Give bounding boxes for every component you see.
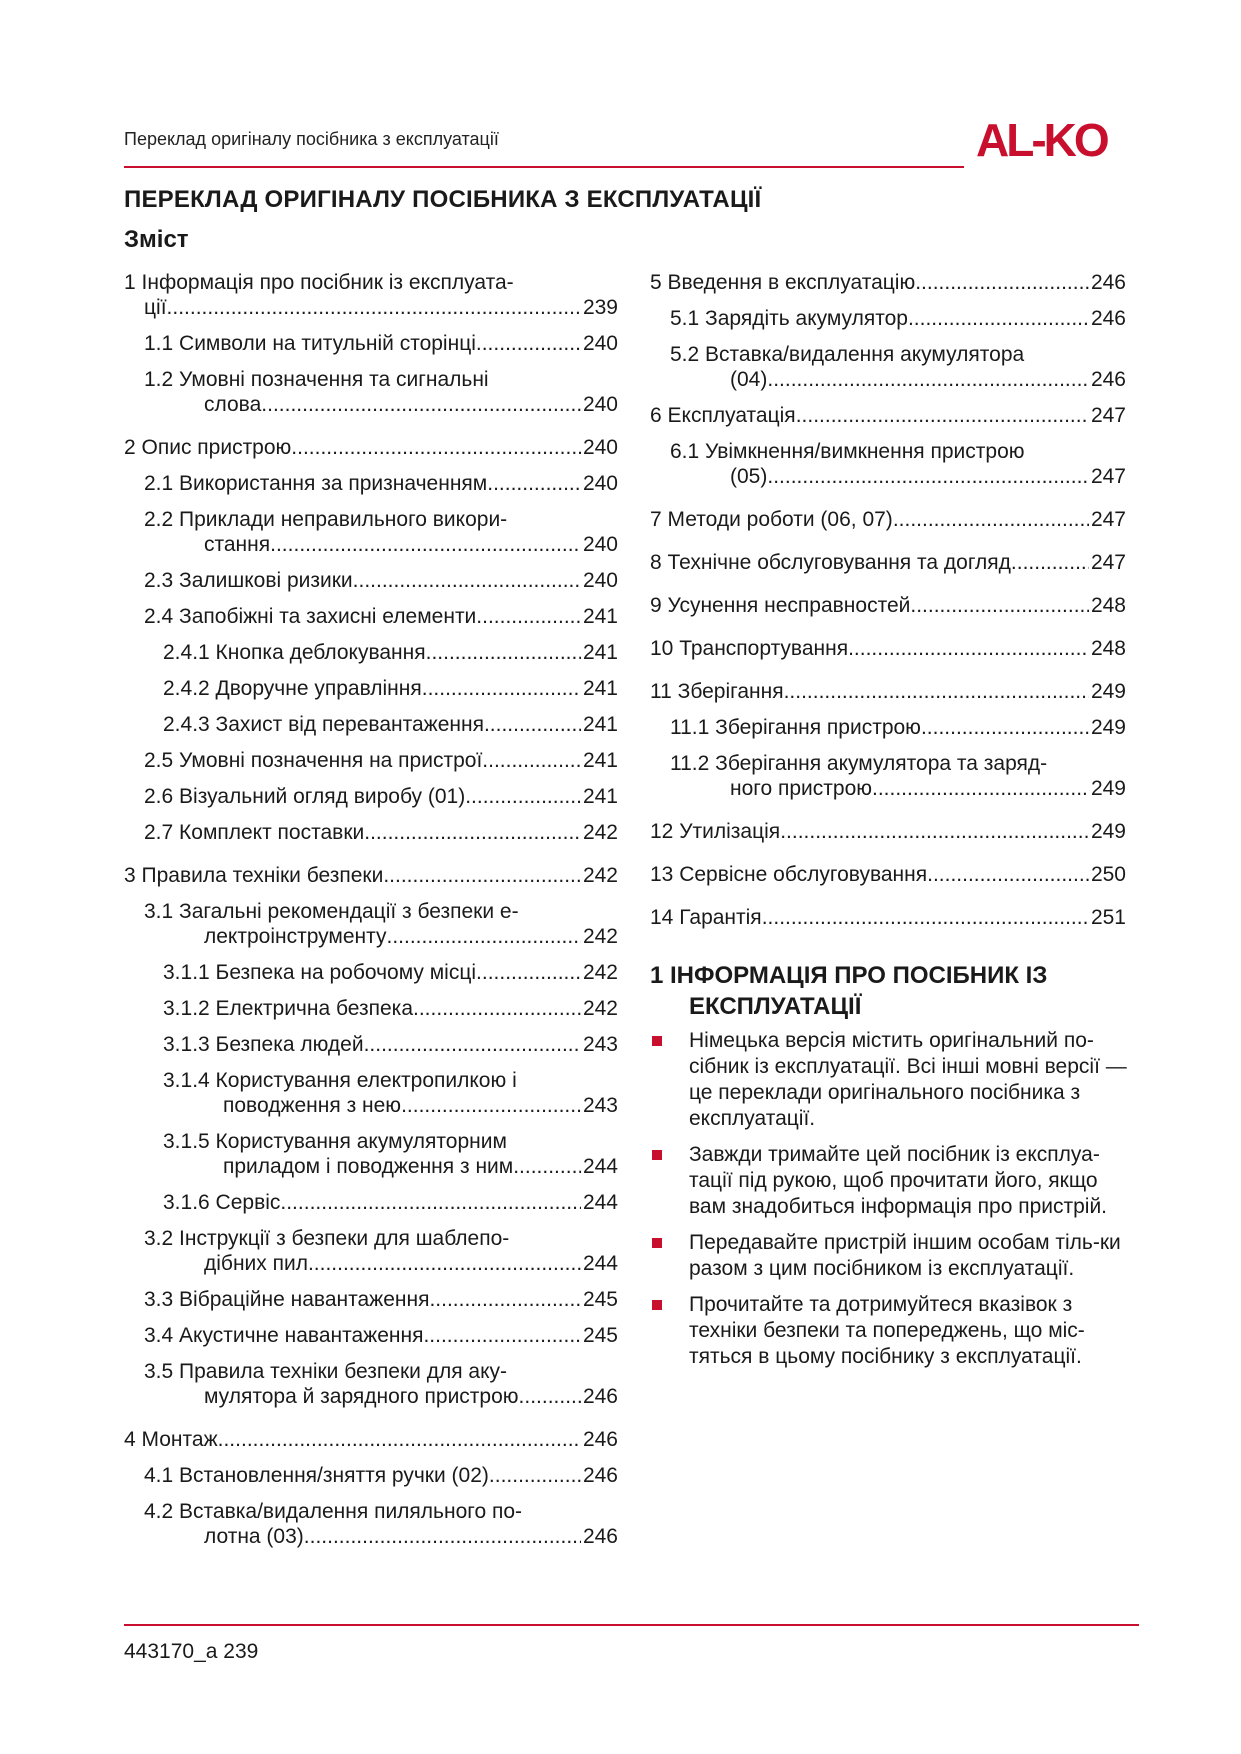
toc-entry[interactable]: 8 Технічне обслуговування та догляд ..... 247	[650, 550, 1126, 575]
toc-entry[interactable]: 3.1.4 Користування електропилкою і поводження з нею ..... 243	[124, 1068, 618, 1118]
footer-divider	[124, 1624, 1139, 1626]
toc-entry[interactable]: 3.1.6 Сервіс ..... 244	[124, 1190, 618, 1215]
toc-entry[interactable]: 3.1.1 Безпека на робочому місці ..... 242	[124, 960, 618, 985]
toc-entry[interactable]: 6.1 Увімкнення/вимкнення пристрою (05) ..... 247	[650, 439, 1126, 489]
toc-right-column	[650, 270, 1126, 941]
contents-heading: Зміст	[124, 226, 189, 253]
toc-entry[interactable]: 2.4.2 Дворучне управління ..... 241	[124, 676, 618, 701]
toc-entry[interactable]: 2.3 Залишкові ризики ..... 240	[124, 568, 618, 593]
toc-entry[interactable]: 4.1 Встановлення/зняття ручки (02) ..... 246	[124, 1463, 618, 1488]
toc-entry[interactable]: 7 Методи роботи (06, 07) ..... 247	[650, 507, 1126, 532]
toc-entry[interactable]: 3 Правила техніки безпеки ..... 242	[124, 863, 618, 888]
toc-entry[interactable]: 3.3 Вібраційне навантаження ..... 245	[124, 1287, 618, 1312]
toc-entry[interactable]: 4 Монтаж ..... 246	[124, 1427, 618, 1452]
section-heading: 1 ІНФОРМАЦІЯ ПРО ПОСІБНИК ІЗ ЕКСПЛУАТАЦІЇ	[650, 962, 1048, 1020]
list-item: Завжди тримайте цей посібник із експлуа-тації під рукою, щоб прочитати його, якщо вам знадобиться інформація про пристрій.	[650, 1142, 1130, 1220]
section-info	[650, 960, 1130, 1380]
running-header: Переклад оригіналу посібника з експлуатації	[124, 129, 499, 149]
toc-entry[interactable]: 3.1 Загальні рекомендації з безпеки е- лектроінструменту ..... 242	[124, 899, 618, 949]
toc-entry[interactable]: 2.4.3 Захист від перевантаження ..... 241	[124, 712, 618, 737]
toc-entry[interactable]: 2.5 Умовні позначення на пристрої ..... 241	[124, 748, 618, 773]
toc-entry[interactable]: 2.6 Візуальний огляд виробу (01) ..... 241	[124, 784, 618, 809]
toc-entry[interactable]: 5.2 Вставка/видалення акумулятора (04) ..... 246	[650, 342, 1126, 392]
toc-entry[interactable]: 11.1 Зберігання пристрою ..... 249	[650, 715, 1126, 740]
list-item: Німецька версія містить оригінальний по-сібник із експлуатації. Всі інші мовні версії — це переклади оригінального посібника з експлуатації.	[650, 1028, 1130, 1132]
alko-logo	[976, 117, 1139, 163]
toc-entry[interactable]: 9 Усунення несправностей ..... 248	[650, 593, 1126, 618]
bullet-square-icon	[652, 1300, 662, 1310]
toc-entry[interactable]: 6 Експлуатація ..... 247	[650, 403, 1126, 428]
toc-entry[interactable]: 13 Сервісне обслуговування ..... 250	[650, 862, 1126, 887]
toc-entry[interactable]: 3.1.5 Користування акумуляторним приладом і поводження з ним ..... 244	[124, 1129, 618, 1179]
bullet-list	[650, 1028, 1130, 1370]
bullet-square-icon	[652, 1036, 662, 1046]
toc-entry[interactable]: 2.4.1 Кнопка деблокування ..... 241	[124, 640, 618, 665]
header-divider	[124, 166, 964, 168]
toc-entry[interactable]: 3.2 Інструкції з безпеки для шаблепо- дібних пил ..... 244	[124, 1226, 618, 1276]
toc-entry[interactable]: 4.2 Вставка/видалення пиляльного по- лотна (03) ..... 246	[124, 1499, 618, 1549]
document-title: ПЕРЕКЛАД ОРИГІНАЛУ ПОСІБНИКА З ЕКСПЛУАТАЦІЇ	[124, 186, 762, 213]
toc-entry[interactable]: 10 Транспортування ..... 248	[650, 636, 1126, 661]
toc-entry[interactable]: 3.5 Правила техніки безпеки для аку- мулятора й зарядного пристрою ..... 246	[124, 1359, 618, 1409]
toc-entry[interactable]: 1 Інформація про посібник із експлуата- ції ..... 239	[124, 270, 618, 320]
toc-entry[interactable]: 2.4 Запобіжні та захисні елементи ..... 241	[124, 604, 618, 629]
toc-entry[interactable]: 11 Зберігання ..... 249	[650, 679, 1126, 704]
toc-entry[interactable]: 2.1 Використання за призначенням ..... 240	[124, 471, 618, 496]
toc-entry[interactable]: 2.7 Комплект поставки ..... 242	[124, 820, 618, 845]
bullet-square-icon	[652, 1150, 662, 1160]
toc-entry[interactable]: 5.1 Зарядіть акумулятор ..... 246	[650, 306, 1126, 331]
footer-page-number: 443170_a 239	[124, 1640, 259, 1663]
toc-entry[interactable]: 3.1.3 Безпека людей ..... 243	[124, 1032, 618, 1057]
list-item: Прочитайте та дотримуйтеся вказівок з техніки безпеки та попереджень, що міс-тяться в цьому посібнику з експлуатації.	[650, 1292, 1130, 1370]
toc-entry[interactable]: 5 Введення в експлуатацію ..... 246	[650, 270, 1126, 295]
toc-entry[interactable]: 3.1.2 Електрична безпека ..... 242	[124, 996, 618, 1021]
toc-entry[interactable]: 11.2 Зберігання акумулятора та заряд- ного пристрою ..... 249	[650, 751, 1126, 801]
list-item: Передавайте пристрій іншим особам тіль-ки разом з цим посібником із експлуатації.	[650, 1230, 1130, 1282]
logo-text: AL-KO	[976, 117, 1107, 163]
bullet-square-icon	[652, 1238, 662, 1248]
toc-entry[interactable]: 14 Гарантія ..... 251	[650, 905, 1126, 930]
toc-entry[interactable]: 1.2 Умовні позначення та сигнальні слова ..... 240	[124, 367, 618, 417]
toc-entry[interactable]: 1.1 Символи на титульній сторінці ..... 240	[124, 331, 618, 356]
toc-entry[interactable]: 2.2 Приклади неправильного викори- стання ..... 240	[124, 507, 618, 557]
toc-entry[interactable]: 3.4 Акустичне навантаження ..... 245	[124, 1323, 618, 1348]
toc-left-column	[124, 270, 618, 1560]
toc-entry[interactable]: 12 Утилізація ..... 249	[650, 819, 1126, 844]
toc-entry[interactable]: 2 Опис пристрою ..... 240	[124, 435, 618, 460]
